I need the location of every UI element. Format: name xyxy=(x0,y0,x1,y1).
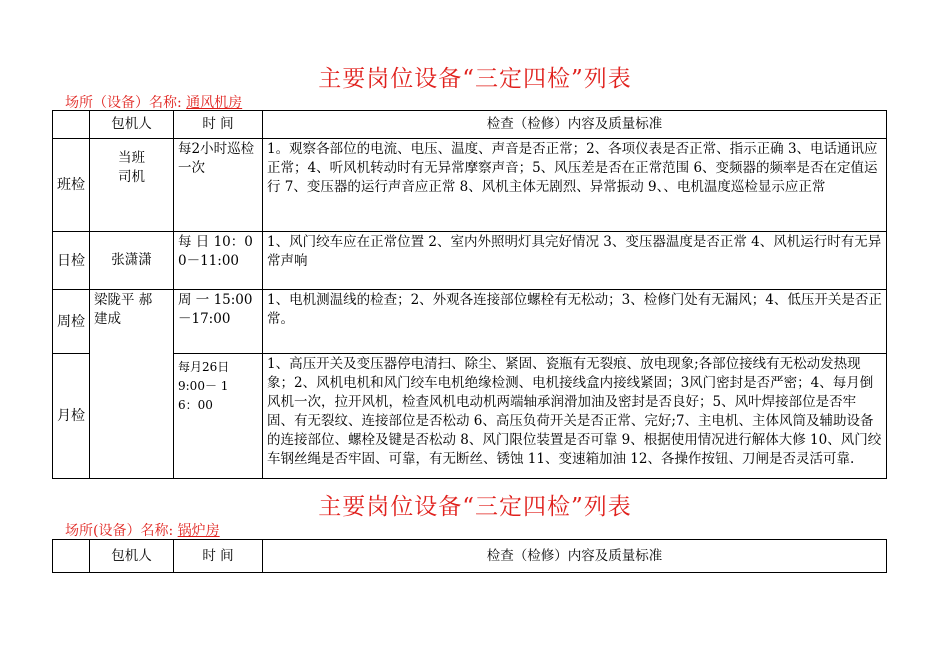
place-label: 场所(设备）名称: xyxy=(65,523,174,539)
table-header-row xyxy=(53,540,887,573)
category-cell: 班检 xyxy=(53,139,90,232)
place-line xyxy=(65,92,242,112)
inspection-table-2 xyxy=(52,539,887,573)
header-content: 检查（检修）内容及质量标准 xyxy=(263,111,887,139)
table-row xyxy=(53,354,887,479)
content-cell: 1、风门绞车应在正常位置 2、室内外照明灯具完好情况 3、变压器温度是否正常 4、风机运行时有无异常声响 xyxy=(263,232,887,290)
table-header-row xyxy=(53,111,887,139)
time-cell: 每 日 10：00－11:00 xyxy=(174,232,263,290)
content-cell: 1。观察各部位的电流、电压、温度、声音是否正常；2、各项仪表是否正常、指示正确 3、电话通讯应正常；4、听风机转动时有无异常摩察声音；5、风压差是否在正常范围 6、变频器的频率是否在定值运行 7、变压器的运行声音应正常 8、风机主体无剧烈、异常振动 9、、电机温度巡检显示应正常 xyxy=(263,139,887,232)
table-row xyxy=(53,232,887,290)
category-cell: 日检 xyxy=(53,232,90,290)
header-empty xyxy=(53,111,90,139)
header-person: 包机人 xyxy=(90,540,174,573)
time-cell: 每2小时巡检一次 xyxy=(174,139,263,232)
person-cell: 当班司机 xyxy=(90,139,174,232)
content-cell: 1、高压开关及变压器停电清扫、除尘、紧固、瓷瓶有无裂痕、放电现象;各部位接线有无松动发热现象；2、风机电机和风门绞车电机绝缘检测、电机接线盒内接线紧固；3风门密封是否严密；4、每月倒风机一次，拉开风机，检查风机电动机两端轴承润滑加油及密封是否良好；5、风叶焊接部位是否牢固、有无裂纹、连接部位是否松动 6、高压负荷开关是否正常、完好;7、主电机、主体风筒及辅助设备的连接部位、螺栓及键是否松动 8、风门限位装置是否可靠 9、根据使用情况进行解体大修 10、风门绞车钢丝绳是否牢固、可靠，有无断丝、锈蚀 11、变速箱加油 12、各操作按钮、刀闸是否灵活可靠. xyxy=(263,354,887,479)
inspection-table xyxy=(52,110,887,479)
category-cell: 月检 xyxy=(53,354,90,479)
table-row xyxy=(53,290,887,354)
table-row xyxy=(53,139,887,232)
category-cell: 周检 xyxy=(53,290,90,354)
header-person: 包机人 xyxy=(90,111,174,139)
header-time: 时 间 xyxy=(174,111,263,139)
time-cell: 每月26日 9:00－ 16：00 xyxy=(174,354,263,479)
page-title-2: 主要岗位设备“三定四检”列表 xyxy=(318,494,632,520)
place-line-2 xyxy=(65,520,220,540)
content-cell: 1、电机测温线的检查；2、外观各连接部位螺栓有无松动；3、检修门处有无漏风；4、低压开关是否正常。 xyxy=(263,290,887,354)
header-empty xyxy=(53,540,90,573)
place-value: 锅炉房 xyxy=(177,523,220,539)
person-cell: 张潇潇 xyxy=(90,232,174,290)
header-content: 检查（检修）内容及质量标准 xyxy=(263,540,887,573)
header-time: 时 间 xyxy=(174,540,263,573)
place-label: 场所（设备）名称: xyxy=(65,95,182,111)
place-value: 通风机房 xyxy=(186,95,243,111)
person-cell: 梁陇平 郝建成 xyxy=(90,290,174,479)
page-title: 主要岗位设备“三定四检”列表 xyxy=(318,66,632,92)
time-cell: 周 一 15:00－17:00 xyxy=(174,290,263,354)
